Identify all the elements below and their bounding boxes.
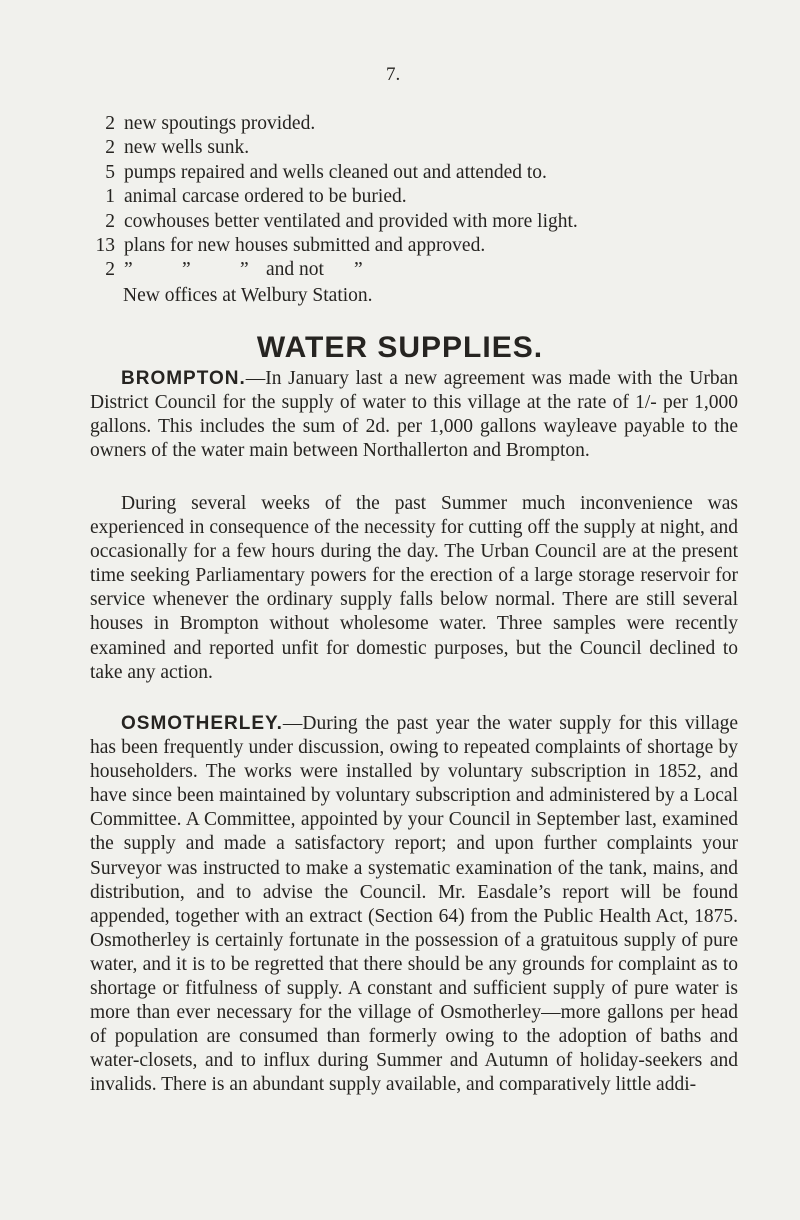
item-text: new spoutings provided. — [124, 113, 316, 134]
paragraph-osmotherley — [90, 712, 738, 1098]
ditto-list-item — [92, 258, 742, 282]
list-item — [92, 136, 742, 160]
paragraph-summer: During several weeks of the past Summer much inconvenience was experienced in consequence of the necessity for cutting off the supply at night, and occasionally for a few hours during the day. The Urban Council are at the present time seeking Parliamentary powers for the erection of a large storage reservoir for service whenever the ordinary supply falls below normal. There are still several houses in Brompton without wholesome water. Three samples were recently examined and reported unfit for domestic purposes, but the Council declined to take any action. — [90, 493, 738, 683]
item-text: pumps repaired and wells cleaned out and attended to. — [124, 161, 547, 183]
list-item — [92, 234, 742, 258]
list-item — [92, 112, 742, 136]
item-text: new wells sunk. — [124, 137, 250, 159]
item-count: 2 — [105, 259, 115, 281]
item-text: plans for new houses submitted and approved. — [124, 235, 486, 257]
item-count: 2 — [105, 113, 115, 134]
list-item — [92, 185, 742, 209]
ditto-mark: ” — [240, 259, 249, 281]
item-count: 5 — [105, 161, 115, 183]
list-item — [92, 161, 742, 185]
paragraph-lead: BROMPTON. — [121, 368, 246, 389]
item-count: 2 — [105, 137, 115, 159]
works-list — [92, 112, 742, 283]
and-not-text: and not — [266, 259, 324, 281]
ditto-mark: ” — [124, 259, 133, 281]
item-count: 13 — [95, 235, 115, 257]
ditto-mark: ” — [182, 259, 191, 281]
ditto-mark: ” — [354, 259, 363, 281]
section-heading: WATER SUPPLIES. — [256, 331, 544, 364]
item-text: animal carcase ordered to be buried. — [124, 186, 407, 208]
paragraph-body: —During the past year the water supply for this village has been frequently under discussion, owing to repeated complaints of shortage by householders. The works were installed by voluntary subscription in 1852, and have since been maintained by voluntary subscription and administered by a Local Committee. A Committee, appointed by your Council in September last, examined the supply and made a satisfactory report; and upon further complaints your Surveyor was instructed to make a systematic examination of the tank, mains, and distribution, and to advise the Council. Mr. Easdale’s report will be found appended, together with an extract (Section 64) from the Public Health Act, 1875. Osmotherley is certainly fortunate in the possession of a gratuitous supply of pure water, and it is to be regretted that there should be any grounds for complaint as to shortage or fitfulness of supply. A constant and sufficient supply of pure water is more than ever necessary for the village of Osmotherley—more gallons per head of population are consumed than formerly owing to the adoption of baths and water-closets, and to influx during Summer and Autumn of holiday-seekers and invalids. There is an abundant supply available, and comparatively little addi- — [90, 713, 738, 1096]
paragraph-lead: OSMOTHERLEY. — [121, 713, 283, 734]
item-text: cowhouses better ventilated and provided with more light. — [124, 210, 578, 232]
list-item — [92, 210, 742, 234]
paragraph-brompton — [90, 367, 738, 463]
paragraph-body: —In January last a new agreement was made with the Urban District Council for the supply of water to this village at the rate of 1/- per 1,000 gallons. This includes the sum of 2d. per 1,000 gallons wayleave payable to the owners of the water main between Northallerton and Brompton. — [90, 368, 738, 462]
page-number: 7. — [386, 64, 401, 85]
item-count: 1 — [105, 186, 115, 208]
offices-line: New offices at Welbury Station. — [123, 285, 373, 306]
item-count: 2 — [105, 210, 115, 232]
